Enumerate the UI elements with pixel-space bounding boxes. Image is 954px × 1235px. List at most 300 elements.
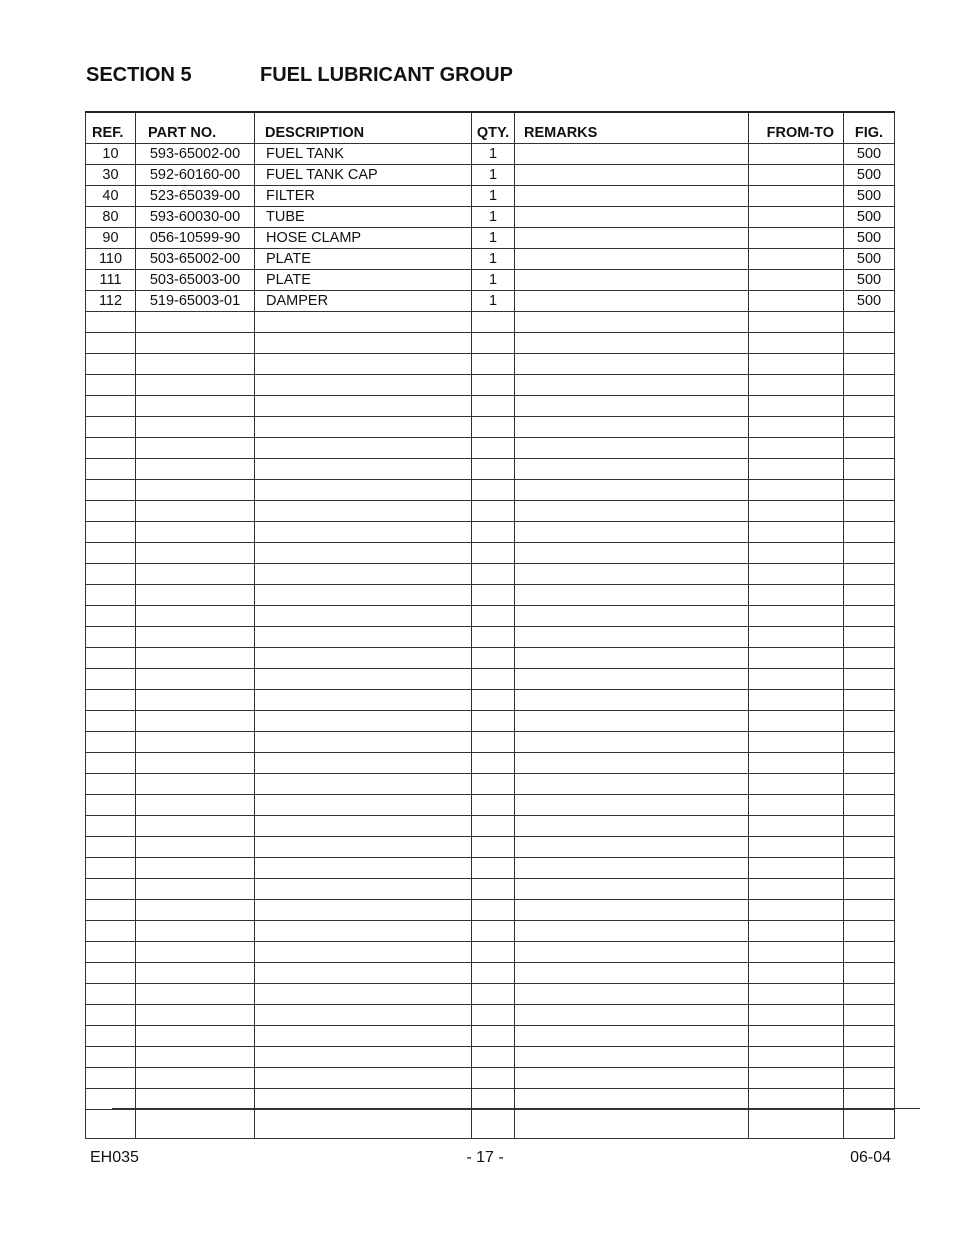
ref-cell — [86, 438, 136, 459]
fig-cell — [844, 543, 895, 564]
parts-table — [85, 111, 895, 1139]
remarks-cell — [515, 669, 749, 690]
qty-cell — [472, 564, 515, 585]
ref-cell: 110 — [86, 249, 136, 270]
table-body — [86, 144, 895, 1139]
description-cell — [255, 1047, 472, 1068]
column-header-fig: FIG. — [844, 112, 895, 144]
fig-cell — [844, 396, 895, 417]
ref-cell: 10 — [86, 144, 136, 165]
part-no-cell — [136, 690, 255, 711]
part-no-cell — [136, 375, 255, 396]
from-to-cell — [749, 291, 844, 312]
from-to-cell — [749, 690, 844, 711]
table-row — [86, 837, 895, 858]
remarks-cell — [515, 963, 749, 984]
fig-cell — [844, 732, 895, 753]
part-no-cell — [136, 438, 255, 459]
column-header-description: DESCRIPTION — [255, 112, 472, 144]
from-to-cell — [749, 186, 844, 207]
remarks-cell — [515, 690, 749, 711]
ref-cell — [86, 606, 136, 627]
fig-cell — [844, 879, 895, 900]
from-to-cell — [749, 858, 844, 879]
bottom-rule — [112, 1108, 920, 1109]
part-no-cell — [136, 774, 255, 795]
description-cell — [255, 711, 472, 732]
description-cell — [255, 606, 472, 627]
qty-cell — [472, 984, 515, 1005]
description-cell — [255, 1110, 472, 1139]
description-cell — [255, 396, 472, 417]
table-row — [86, 585, 895, 606]
description-cell — [255, 354, 472, 375]
remarks-cell — [515, 480, 749, 501]
description-cell — [255, 921, 472, 942]
description-cell: FUEL TANK CAP — [255, 165, 472, 186]
qty-cell — [472, 480, 515, 501]
fig-cell — [844, 1005, 895, 1026]
remarks-cell — [515, 837, 749, 858]
description-cell — [255, 375, 472, 396]
table-row — [86, 1026, 895, 1047]
table-row — [86, 459, 895, 480]
description-cell — [255, 648, 472, 669]
from-to-cell — [749, 942, 844, 963]
fig-cell — [844, 564, 895, 585]
fig-cell — [844, 921, 895, 942]
fig-cell — [844, 1026, 895, 1047]
remarks-cell — [515, 207, 749, 228]
qty-cell — [472, 501, 515, 522]
ref-cell — [86, 732, 136, 753]
ref-cell — [86, 1110, 136, 1139]
ref-cell — [86, 669, 136, 690]
table-row — [86, 879, 895, 900]
ref-cell — [86, 375, 136, 396]
from-to-cell — [749, 354, 844, 375]
table-row — [86, 1005, 895, 1026]
qty-cell — [472, 1005, 515, 1026]
description-cell — [255, 1026, 472, 1047]
fig-cell — [844, 438, 895, 459]
qty-cell — [472, 732, 515, 753]
description-cell — [255, 837, 472, 858]
qty-cell — [472, 837, 515, 858]
table-row — [86, 501, 895, 522]
fig-cell — [844, 585, 895, 606]
part-no-cell — [136, 795, 255, 816]
table-row — [86, 207, 895, 228]
qty-cell — [472, 816, 515, 837]
description-cell — [255, 900, 472, 921]
ref-cell — [86, 543, 136, 564]
remarks-cell — [515, 186, 749, 207]
ref-cell: 90 — [86, 228, 136, 249]
part-no-cell — [136, 1110, 255, 1139]
remarks-cell — [515, 228, 749, 249]
ref-cell: 80 — [86, 207, 136, 228]
table-row — [86, 858, 895, 879]
description-cell — [255, 816, 472, 837]
remarks-cell — [515, 417, 749, 438]
table-row — [86, 690, 895, 711]
column-header-ref: REF. — [86, 112, 136, 144]
remarks-cell — [515, 879, 749, 900]
part-no-cell — [136, 669, 255, 690]
description-cell — [255, 480, 472, 501]
remarks-cell — [515, 354, 749, 375]
from-to-cell — [749, 1089, 844, 1110]
description-cell: PLATE — [255, 270, 472, 291]
qty-cell — [472, 879, 515, 900]
table-row — [86, 732, 895, 753]
table-row — [86, 963, 895, 984]
qty-cell — [472, 522, 515, 543]
footer-date: 06-04 — [850, 1149, 891, 1166]
part-no-cell — [136, 522, 255, 543]
from-to-cell — [749, 270, 844, 291]
qty-cell — [472, 711, 515, 732]
from-to-cell — [749, 249, 844, 270]
fig-cell — [844, 711, 895, 732]
ref-cell — [86, 837, 136, 858]
part-no-cell — [136, 459, 255, 480]
table-row — [86, 375, 895, 396]
from-to-cell — [749, 228, 844, 249]
fig-cell — [844, 480, 895, 501]
column-header-part-no: PART NO. — [136, 112, 255, 144]
qty-cell: 1 — [472, 249, 515, 270]
remarks-cell — [515, 375, 749, 396]
part-no-cell — [136, 396, 255, 417]
remarks-cell — [515, 165, 749, 186]
table-row — [86, 942, 895, 963]
part-no-cell — [136, 1005, 255, 1026]
description-cell — [255, 690, 472, 711]
ref-cell — [86, 795, 136, 816]
column-header-remarks: REMARKS — [515, 112, 749, 144]
page-title — [86, 64, 513, 87]
from-to-cell — [749, 207, 844, 228]
from-to-cell — [749, 963, 844, 984]
qty-cell — [472, 585, 515, 606]
part-no-cell — [136, 942, 255, 963]
column-header-from-to: FROM-TO — [749, 112, 844, 144]
qty-cell — [472, 417, 515, 438]
part-no-cell — [136, 648, 255, 669]
fig-cell — [844, 606, 895, 627]
fig-cell: 500 — [844, 144, 895, 165]
qty-cell — [472, 1089, 515, 1110]
part-no-cell — [136, 627, 255, 648]
qty-cell — [472, 795, 515, 816]
qty-cell — [472, 312, 515, 333]
from-to-cell — [749, 165, 844, 186]
table-row — [86, 354, 895, 375]
ref-cell — [86, 984, 136, 1005]
ref-cell — [86, 816, 136, 837]
ref-cell — [86, 354, 136, 375]
remarks-cell — [515, 291, 749, 312]
ref-cell — [86, 1089, 136, 1110]
ref-cell — [86, 312, 136, 333]
remarks-cell — [515, 900, 749, 921]
fig-cell — [844, 963, 895, 984]
description-cell — [255, 564, 472, 585]
table-row — [86, 333, 895, 354]
table-row — [86, 627, 895, 648]
qty-cell: 1 — [472, 291, 515, 312]
remarks-cell — [515, 753, 749, 774]
from-to-cell — [749, 522, 844, 543]
fig-cell — [844, 795, 895, 816]
fig-cell — [844, 312, 895, 333]
from-to-cell — [749, 879, 844, 900]
fig-cell — [844, 837, 895, 858]
table-row — [86, 900, 895, 921]
from-to-cell — [749, 417, 844, 438]
from-to-cell — [749, 543, 844, 564]
ref-cell — [86, 690, 136, 711]
remarks-cell — [515, 711, 749, 732]
remarks-cell — [515, 732, 749, 753]
ref-cell: 40 — [86, 186, 136, 207]
description-cell — [255, 585, 472, 606]
column-header-qty: QTY. — [472, 112, 515, 144]
part-no-cell: 523-65039-00 — [136, 186, 255, 207]
table-row — [86, 249, 895, 270]
fig-cell: 500 — [844, 249, 895, 270]
part-no-cell — [136, 1026, 255, 1047]
part-no-cell — [136, 963, 255, 984]
ref-cell — [86, 858, 136, 879]
from-to-cell — [749, 711, 844, 732]
table-row — [86, 984, 895, 1005]
ref-cell — [86, 501, 136, 522]
qty-cell: 1 — [472, 144, 515, 165]
remarks-cell — [515, 942, 749, 963]
qty-cell — [472, 1047, 515, 1068]
qty-cell — [472, 627, 515, 648]
table-row — [86, 795, 895, 816]
table-row — [86, 186, 895, 207]
remarks-cell — [515, 1110, 749, 1139]
ref-cell — [86, 522, 136, 543]
qty-cell — [472, 669, 515, 690]
description-cell: FUEL TANK — [255, 144, 472, 165]
description-cell — [255, 1068, 472, 1089]
ref-cell — [86, 942, 136, 963]
remarks-cell — [515, 501, 749, 522]
qty-cell — [472, 774, 515, 795]
description-cell — [255, 627, 472, 648]
fig-cell — [844, 816, 895, 837]
ref-cell — [86, 1068, 136, 1089]
table-header-row — [86, 112, 895, 144]
fig-cell — [844, 375, 895, 396]
ref-cell — [86, 879, 136, 900]
table-row — [86, 291, 895, 312]
part-no-cell — [136, 1068, 255, 1089]
table-row — [86, 1047, 895, 1068]
remarks-cell — [515, 564, 749, 585]
part-no-cell — [136, 732, 255, 753]
qty-cell — [472, 438, 515, 459]
table-row — [86, 564, 895, 585]
from-to-cell — [749, 1068, 844, 1089]
part-no-cell — [136, 879, 255, 900]
from-to-cell — [749, 900, 844, 921]
ref-cell — [86, 753, 136, 774]
footer-page-number: - 17 - — [466, 1149, 504, 1166]
description-cell — [255, 438, 472, 459]
table-row — [86, 522, 895, 543]
qty-cell: 1 — [472, 165, 515, 186]
ref-cell — [86, 648, 136, 669]
from-to-cell — [749, 375, 844, 396]
remarks-cell — [515, 1047, 749, 1068]
ref-cell — [86, 333, 136, 354]
ref-cell — [86, 711, 136, 732]
description-cell — [255, 459, 472, 480]
ref-cell: 30 — [86, 165, 136, 186]
from-to-cell — [749, 1110, 844, 1139]
fig-cell — [844, 690, 895, 711]
fig-cell: 500 — [844, 291, 895, 312]
fig-cell — [844, 522, 895, 543]
remarks-cell — [515, 144, 749, 165]
remarks-cell — [515, 585, 749, 606]
remarks-cell — [515, 396, 749, 417]
from-to-cell — [749, 585, 844, 606]
qty-cell — [472, 690, 515, 711]
from-to-cell — [749, 795, 844, 816]
qty-cell — [472, 900, 515, 921]
qty-cell — [472, 354, 515, 375]
remarks-cell — [515, 543, 749, 564]
fig-cell: 500 — [844, 207, 895, 228]
description-cell — [255, 963, 472, 984]
ref-cell — [86, 417, 136, 438]
description-cell — [255, 333, 472, 354]
ref-cell — [86, 1026, 136, 1047]
from-to-cell — [749, 732, 844, 753]
from-to-cell — [749, 627, 844, 648]
part-no-cell: 503-65002-00 — [136, 249, 255, 270]
description-cell — [255, 417, 472, 438]
table-row — [86, 1110, 895, 1139]
part-no-cell — [136, 606, 255, 627]
part-no-cell — [136, 816, 255, 837]
table-row — [86, 543, 895, 564]
qty-cell — [472, 858, 515, 879]
fig-cell — [844, 774, 895, 795]
table-row — [86, 312, 895, 333]
part-no-cell — [136, 900, 255, 921]
description-cell: HOSE CLAMP — [255, 228, 472, 249]
description-cell: FILTER — [255, 186, 472, 207]
qty-cell — [472, 921, 515, 942]
part-no-cell — [136, 753, 255, 774]
description-cell — [255, 942, 472, 963]
part-no-cell: 503-65003-00 — [136, 270, 255, 291]
ref-cell — [86, 774, 136, 795]
table-row — [86, 417, 895, 438]
table-row — [86, 165, 895, 186]
fig-cell — [844, 900, 895, 921]
from-to-cell — [749, 564, 844, 585]
section-number: SECTION 5 — [86, 64, 192, 86]
remarks-cell — [515, 1089, 749, 1110]
qty-cell — [472, 1068, 515, 1089]
qty-cell: 1 — [472, 207, 515, 228]
remarks-cell — [515, 249, 749, 270]
ref-cell — [86, 585, 136, 606]
footer-model: EH035 — [90, 1149, 139, 1166]
part-no-cell — [136, 711, 255, 732]
qty-cell — [472, 396, 515, 417]
table-row — [86, 774, 895, 795]
ref-cell — [86, 480, 136, 501]
from-to-cell — [749, 1005, 844, 1026]
remarks-cell — [515, 333, 749, 354]
remarks-cell — [515, 648, 749, 669]
fig-cell — [844, 417, 895, 438]
part-no-cell: 056-10599-90 — [136, 228, 255, 249]
table-row — [86, 480, 895, 501]
description-cell: DAMPER — [255, 291, 472, 312]
part-no-cell — [136, 312, 255, 333]
qty-cell — [472, 459, 515, 480]
fig-cell — [844, 1089, 895, 1110]
fig-cell: 500 — [844, 186, 895, 207]
table-row — [86, 648, 895, 669]
qty-cell: 1 — [472, 228, 515, 249]
from-to-cell — [749, 606, 844, 627]
part-no-cell — [136, 480, 255, 501]
ref-cell: 111 — [86, 270, 136, 291]
remarks-cell — [515, 270, 749, 291]
remarks-cell — [515, 1068, 749, 1089]
remarks-cell — [515, 522, 749, 543]
description-cell — [255, 879, 472, 900]
part-no-cell: 519-65003-01 — [136, 291, 255, 312]
qty-cell — [472, 333, 515, 354]
remarks-cell — [515, 858, 749, 879]
table-row — [86, 1089, 895, 1110]
part-no-cell — [136, 984, 255, 1005]
description-cell — [255, 1089, 472, 1110]
fig-cell: 500 — [844, 228, 895, 249]
from-to-cell — [749, 669, 844, 690]
remarks-cell — [515, 1005, 749, 1026]
fig-cell — [844, 1068, 895, 1089]
fig-cell — [844, 627, 895, 648]
remarks-cell — [515, 312, 749, 333]
ref-cell: 112 — [86, 291, 136, 312]
part-no-cell — [136, 417, 255, 438]
remarks-cell — [515, 921, 749, 942]
table-row — [86, 753, 895, 774]
table-row — [86, 921, 895, 942]
from-to-cell — [749, 333, 844, 354]
qty-cell — [472, 648, 515, 669]
part-no-cell — [136, 501, 255, 522]
part-no-cell — [136, 585, 255, 606]
ref-cell — [86, 900, 136, 921]
description-cell — [255, 1005, 472, 1026]
